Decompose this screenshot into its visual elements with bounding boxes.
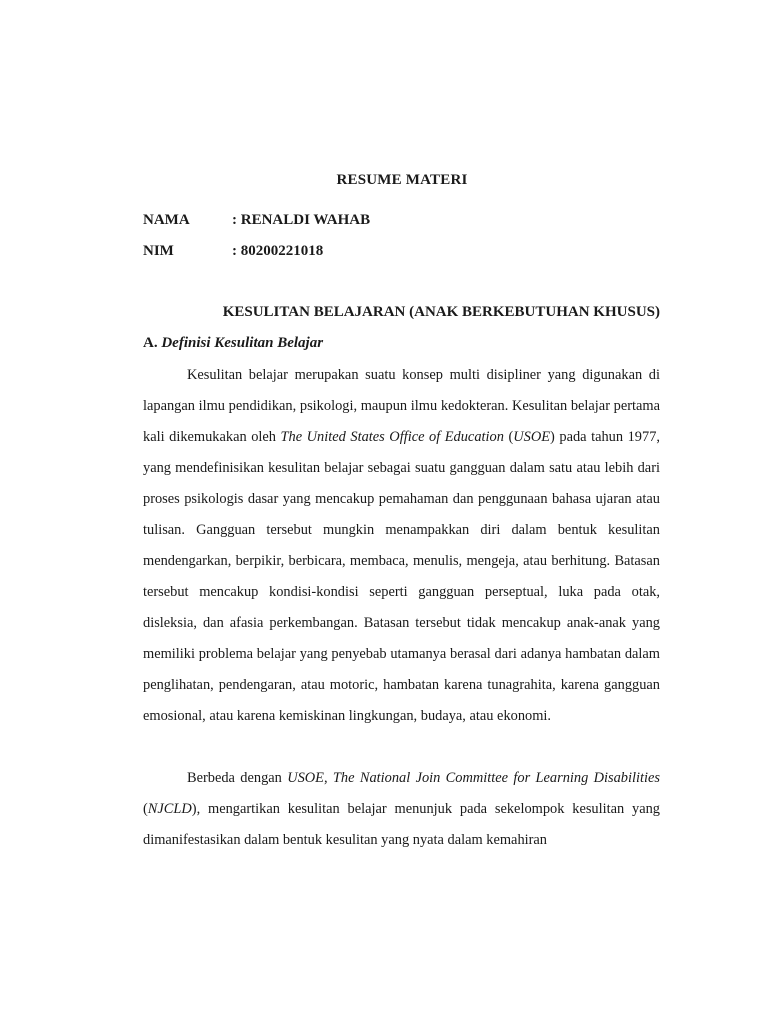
p1-text-5: ) pada tahun 1977, yang mendefinisikan kesulitan belajar sebagai suatu gangguan dalam satu atau lebih dari proses psikologis dasar yang mencakup pemahaman dan penggunaan bahasa ujaran atau tulisan. Gangguan tersebut mungkin menampakkan diri dalam bentuk kesulitan mendengarkan, berpikir, berbicara, membaca, menulis, mengeja, atau berhitung. Batasan tersebut mencakup kondisi-kondisi seperti gangguan perseptual, luka pada otak, disleksia, dan afasia perkembangan. Batasan tersebut tidak mencakup anak-anak yang memiliki problema belajar yang penyebab utamanya berasal dari adanya hambatan dalam penglihatan, pendengaran, atau motoric, hambatan karena tunagrahita, karena gangguan emosional, atau karena kemiskinan lingkungan, budaya, atau ekonomi.	[143, 429, 660, 724]
p2-text-5: (	[143, 801, 148, 817]
name-label: NAMA	[143, 212, 190, 228]
p1-text-1: Kesulitan belajar merupakan suatu konsep multi disipliner yang digunakan di lapangan ilmu pendidikan, psikologi, maupun ilmu kedokteran. Kesulitan belajar pertama kali dikemukakan oleh	[143, 367, 660, 445]
section-heading	[143, 335, 323, 352]
topic-heading: KESULITAN BELAJARAN (ANAK BERKEBUTUHAN KHUSUS)	[222, 304, 660, 320]
p2-usoe-abbr: USOE	[287, 770, 324, 786]
paragraph-2	[143, 763, 660, 856]
name-value: : RENALDI WAHAB	[232, 212, 371, 228]
p2-text-3: ,	[323, 770, 333, 786]
document-title: RESUME MATERI	[336, 172, 468, 188]
nim-label: NIM	[143, 243, 174, 259]
p2-text-1: Berbeda dengan	[187, 770, 288, 786]
p1-text-3: (	[503, 429, 514, 445]
p1-usoe-abbr: USOE	[513, 429, 551, 445]
p2-njcld-fullname: The National Join Committee for Learning Disabilities	[332, 770, 660, 786]
section-letter: A.	[143, 335, 158, 351]
p2-njcld-abbr: NJCLD	[147, 801, 192, 817]
section-title: Definisi Kesulitan Belajar	[161, 335, 324, 351]
nim-value: : 80200221018	[232, 243, 324, 259]
p1-usoe-fullname: The United States Office of Education	[280, 429, 504, 445]
p2-text-7: ), mengartikan kesulitan belajar menunjuk pada sekelompok kesulitan yang dimanifestasikan dalam bentuk kesulitan yang nyata dalam kemahiran	[143, 801, 660, 848]
paragraph-1	[143, 360, 660, 732]
